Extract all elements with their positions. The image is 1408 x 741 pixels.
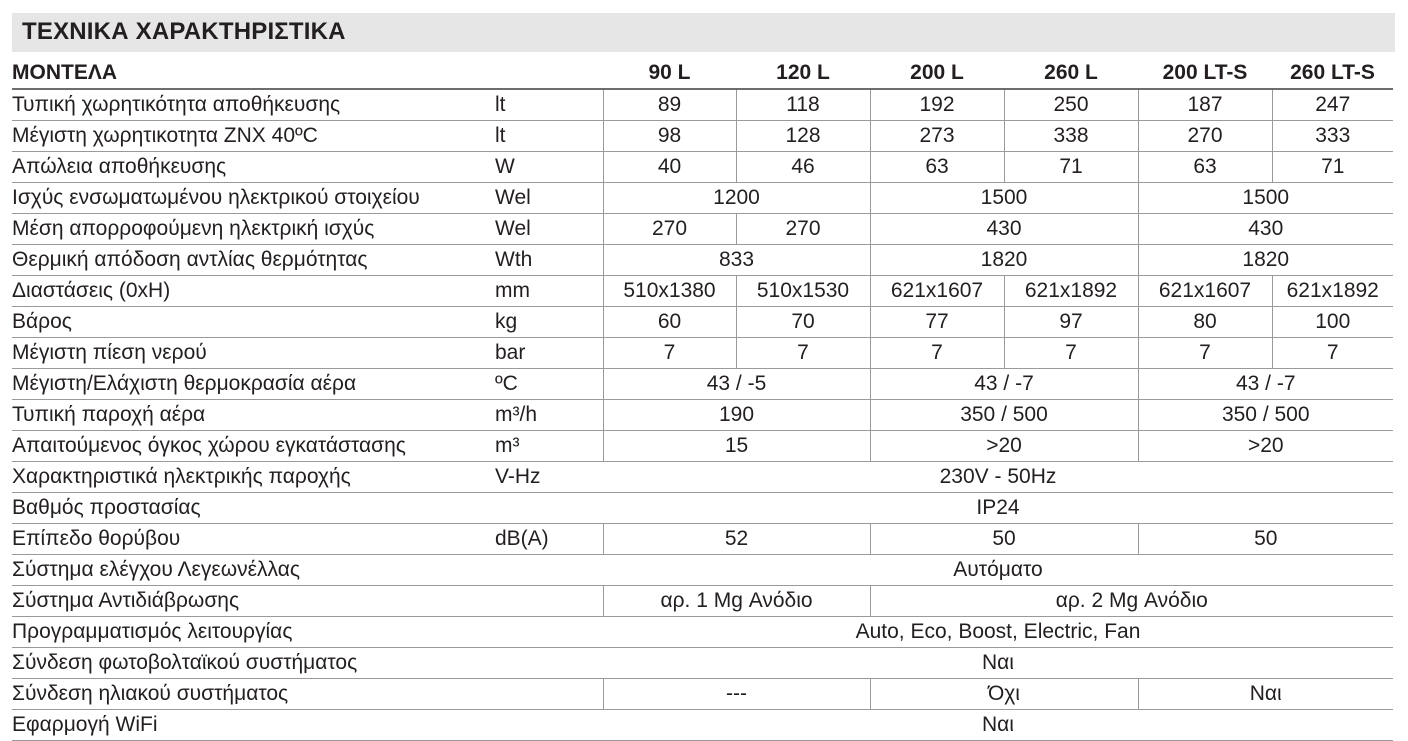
spec-row — [12, 400, 1393, 431]
spec-value: 43 / -7 — [1138, 369, 1393, 400]
header-label: ΜΟΝΤΕΛΑ — [12, 58, 495, 89]
spec-value: 63 — [870, 152, 1004, 183]
spec-row — [12, 276, 1393, 307]
spec-value: 1820 — [870, 245, 1138, 276]
spec-label: Σύνδεση ηλιακού συστήματος — [12, 679, 495, 710]
spec-value: Ναι — [603, 710, 1393, 741]
spec-row — [12, 710, 1393, 741]
spec-value: 97 — [1004, 307, 1138, 338]
spec-row — [12, 431, 1393, 462]
spec-value: 270 — [1138, 121, 1272, 152]
spec-value: 128 — [736, 121, 870, 152]
spec-row — [12, 183, 1393, 214]
spec-value: 187 — [1138, 89, 1272, 121]
spec-value: >20 — [1138, 431, 1393, 462]
spec-unit: Wth — [495, 245, 603, 276]
spec-label: Ισχύς ενσωματωμένου ηλεκτρικού στοιχείου — [12, 183, 495, 214]
spec-value: 1500 — [1138, 183, 1393, 214]
spec-value: 510x1380 — [603, 276, 736, 307]
header-row — [12, 58, 1393, 89]
spec-row — [12, 338, 1393, 369]
spec-unit: kg — [495, 307, 603, 338]
spec-value: 71 — [1272, 152, 1393, 183]
spec-row — [12, 648, 1393, 679]
spec-value: 7 — [870, 338, 1004, 369]
spec-label: Μέγιστη χωρητικοτητα ZNX 40ºC — [12, 121, 495, 152]
spec-value: 192 — [870, 89, 1004, 121]
spec-value: 7 — [1272, 338, 1393, 369]
spec-value: --- — [603, 679, 870, 710]
spec-value: 250 — [1004, 89, 1138, 121]
spec-value: 100 — [1272, 307, 1393, 338]
spec-row — [12, 586, 1393, 617]
spec-row — [12, 89, 1393, 121]
spec-value: 247 — [1272, 89, 1393, 121]
spec-value: >20 — [870, 431, 1138, 462]
model-header: 260 LT-S — [1272, 58, 1393, 89]
spec-unit: dB(A) — [495, 524, 603, 555]
spec-value: 71 — [1004, 152, 1138, 183]
spec-value: 338 — [1004, 121, 1138, 152]
spec-label: Απώλεια αποθήκευσης — [12, 152, 495, 183]
spec-unit: m³/h — [495, 400, 603, 431]
spec-label: Σύστημα Αντιδιάβρωσης — [12, 586, 495, 617]
spec-value: Auto, Eco, Boost, Electric, Fan — [603, 617, 1393, 648]
spec-value: 350 / 500 — [870, 400, 1138, 431]
spec-value: 7 — [736, 338, 870, 369]
model-header: 200 LT-S — [1138, 58, 1272, 89]
spec-value: αρ. 2 Mg Ανόδιο — [870, 586, 1393, 617]
spec-unit — [495, 617, 603, 648]
model-header: 260 L — [1004, 58, 1138, 89]
spec-value: 7 — [603, 338, 736, 369]
spec-unit: lt — [495, 89, 603, 121]
spec-value: 43 / -7 — [870, 369, 1138, 400]
spec-label: Μέγιστη/Ελάχιστη θερμοκρασία αέρα — [12, 369, 495, 400]
spec-unit: lt — [495, 121, 603, 152]
spec-value: Ναι — [603, 648, 1393, 679]
spec-value: 7 — [1138, 338, 1272, 369]
spec-unit — [495, 710, 603, 741]
spec-row — [12, 121, 1393, 152]
spec-value: 621x1607 — [870, 276, 1004, 307]
spec-value: 833 — [603, 245, 870, 276]
spec-unit — [495, 555, 603, 586]
spec-label: Βάρος — [12, 307, 495, 338]
spec-label: Τυπική χωρητικότητα αποθήκευσης — [12, 89, 495, 121]
spec-label: Μέγιστη πίεση νερού — [12, 338, 495, 369]
spec-value: 43 / -5 — [603, 369, 870, 400]
spec-row — [12, 679, 1393, 710]
specifications-table — [12, 58, 1393, 741]
spec-value: 63 — [1138, 152, 1272, 183]
spec-value: 621x1607 — [1138, 276, 1272, 307]
spec-value: 430 — [1138, 214, 1393, 245]
spec-unit: V-Hz — [495, 462, 603, 493]
spec-unit: W — [495, 152, 603, 183]
spec-label: Τυπική παροχή αέρα — [12, 400, 495, 431]
spec-value: 70 — [736, 307, 870, 338]
spec-row — [12, 462, 1393, 493]
spec-unit: Wel — [495, 183, 603, 214]
spec-value: 60 — [603, 307, 736, 338]
spec-unit: bar — [495, 338, 603, 369]
spec-value: 273 — [870, 121, 1004, 152]
spec-value: 50 — [1138, 524, 1393, 555]
spec-value: 1500 — [870, 183, 1138, 214]
spec-label: Διαστάσεις (0xH) — [12, 276, 495, 307]
spec-value: 270 — [736, 214, 870, 245]
spec-unit — [495, 648, 603, 679]
section-title-bar — [12, 13, 1395, 52]
spec-label: Σύνδεση φωτοβολταϊκού συστήματος — [12, 648, 495, 679]
spec-value: Ναι — [1138, 679, 1393, 710]
spec-value: IP24 — [603, 493, 1393, 524]
spec-value: 89 — [603, 89, 736, 121]
spec-label: Χαρακτηριστικά ηλεκτρικής παροχής — [12, 462, 495, 493]
spec-unit: Wel — [495, 214, 603, 245]
model-header: 200 L — [870, 58, 1004, 89]
spec-value: 7 — [1004, 338, 1138, 369]
spec-value: 15 — [603, 431, 870, 462]
model-header: 120 L — [736, 58, 870, 89]
spec-value: 270 — [603, 214, 736, 245]
spec-unit — [495, 679, 603, 710]
spec-value: 50 — [870, 524, 1138, 555]
spec-value: 350 / 500 — [1138, 400, 1393, 431]
spec-value: 52 — [603, 524, 870, 555]
header-unit — [495, 58, 603, 89]
spec-row — [12, 307, 1393, 338]
spec-value: 118 — [736, 89, 870, 121]
spec-label: Εφαρμογή WiFi — [12, 710, 495, 741]
spec-value: 80 — [1138, 307, 1272, 338]
model-header: 90 L — [603, 58, 736, 89]
spec-row — [12, 617, 1393, 648]
spec-row — [12, 369, 1393, 400]
spec-label: Θερμική απόδοση αντλίας θερμότητας — [12, 245, 495, 276]
spec-row — [12, 524, 1393, 555]
spec-row — [12, 152, 1393, 183]
spec-value: 190 — [603, 400, 870, 431]
spec-value: 1820 — [1138, 245, 1393, 276]
spec-value: 621x1892 — [1272, 276, 1393, 307]
section-title: ΤΕΧΝΙΚΑ ΧΑΡΑΚΤΗΡΙΣΤΙΚΑ — [22, 18, 346, 45]
spec-row — [12, 555, 1393, 586]
spec-value: 40 — [603, 152, 736, 183]
spec-value: 510x1530 — [736, 276, 870, 307]
spec-label: Επίπεδο θορύβου — [12, 524, 495, 555]
spec-value: 98 — [603, 121, 736, 152]
spec-unit — [495, 493, 603, 524]
spec-value: 77 — [870, 307, 1004, 338]
spec-label: Μέση απορροφούμενη ηλεκτρική ισχύς — [12, 214, 495, 245]
spec-value: Όχι — [870, 679, 1138, 710]
spec-label: Βαθμός προστασίας — [12, 493, 495, 524]
spec-row — [12, 214, 1393, 245]
spec-unit: m³ — [495, 431, 603, 462]
spec-value: Αυτόματο — [603, 555, 1393, 586]
spec-label: Προγραμματισμός λειτουργίας — [12, 617, 495, 648]
spec-value: αρ. 1 Mg Ανόδιο — [603, 586, 870, 617]
spec-unit: mm — [495, 276, 603, 307]
spec-value: 430 — [870, 214, 1138, 245]
spec-value: 621x1892 — [1004, 276, 1138, 307]
spec-unit — [495, 586, 603, 617]
spec-label: Απαιτούμενος όγκος χώρου εγκατάστασης — [12, 431, 495, 462]
spec-unit: ºC — [495, 369, 603, 400]
spec-value: 230V - 50Hz — [603, 462, 1393, 493]
spec-label: Σύστημα ελέγχου Λεγεωνέλλας — [12, 555, 495, 586]
spec-value: 1200 — [603, 183, 870, 214]
spec-value: 333 — [1272, 121, 1393, 152]
spec-value: 46 — [736, 152, 870, 183]
spec-row — [12, 493, 1393, 524]
spec-row — [12, 245, 1393, 276]
